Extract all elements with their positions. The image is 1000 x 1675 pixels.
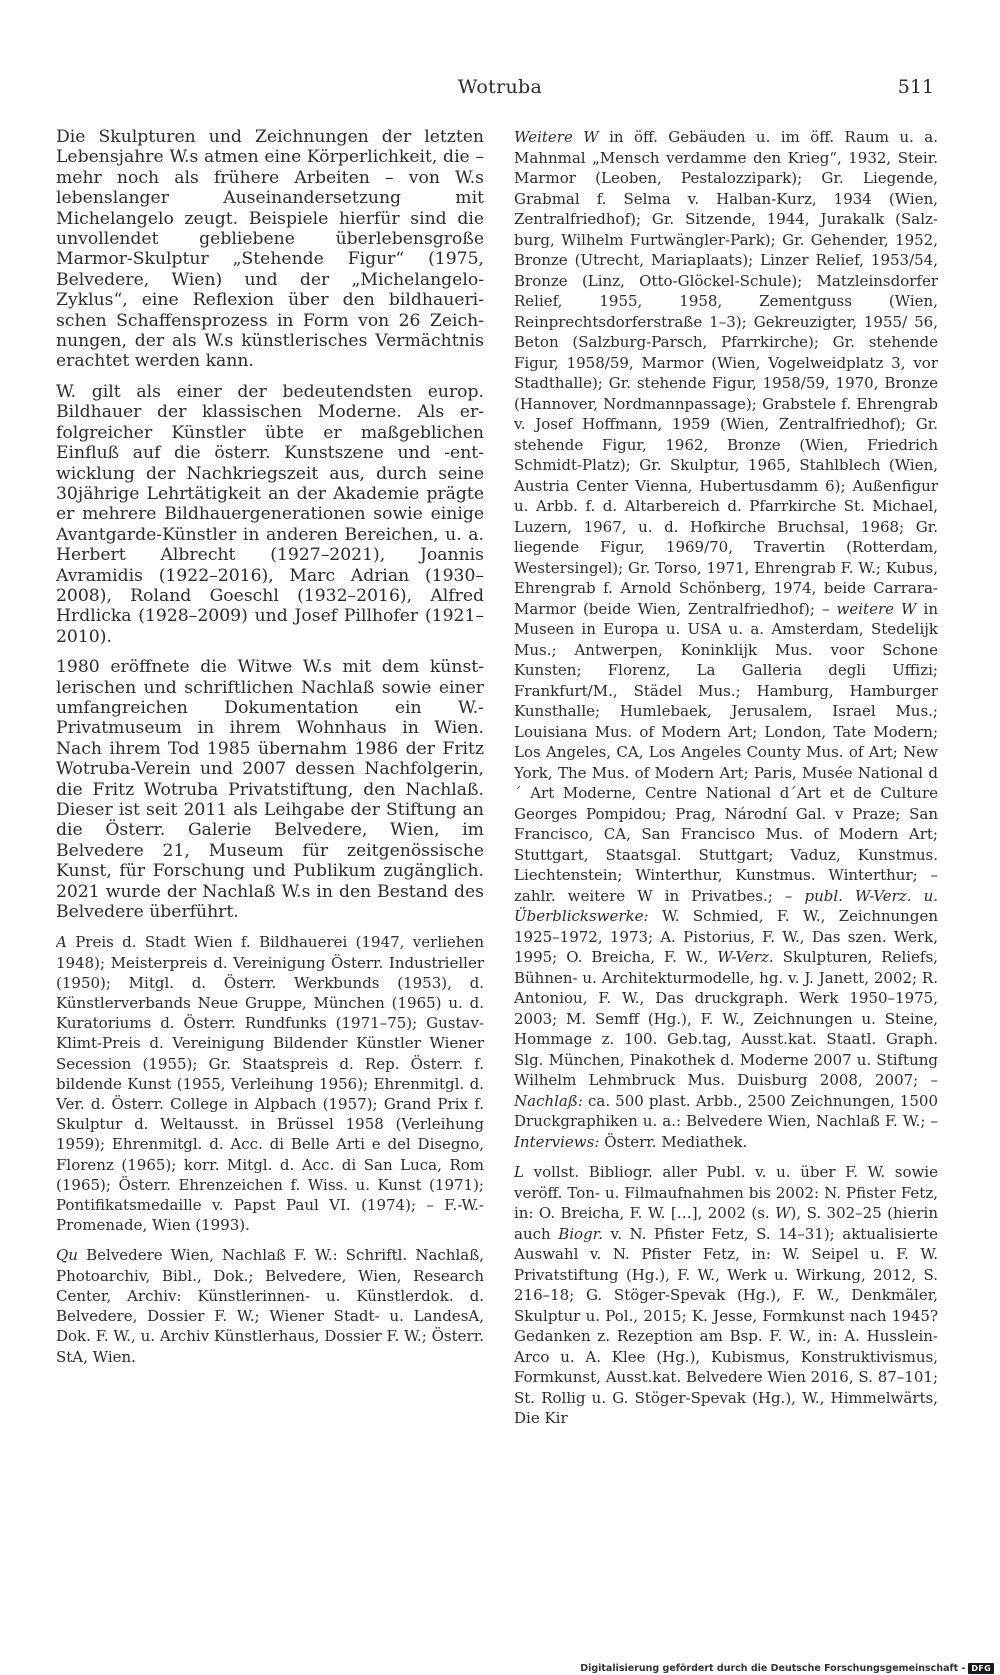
footer-text: Digitalisierung gefördert durch die Deutsche Forschungsgemeinschaft - (580, 1663, 966, 1674)
museums-text: in Museen in Europa u. USA u. a. Amsterdam, Stedelijk Mus.; Antwerpen, Koninklijk Mus. voor Schone Kunsten; Florenz, La Galleria degli Uffizi; Frankfurt/M., Städel Mus.; Hamburg, Hamburger Kunsthalle; Humlebaek, Jerusalem, Israel Mus.; Louisiana Mus. of Modern Art; London, Tate Modern; Los Angeles, CA, Los Angeles County Mus. of Art; New York, The Mus. of Modern Art; Paris, Musée National d´ Art Moderne, Centre National d´Art et de Culture Georges Pompidou; Prag, Národní Gal. v Praze; San Francisco, CA, San Francisco Mus. of Modern Art; Stuttgart, Staatsgal. Stuttgart; Vaduz, Kunstmus. Liechtenstein; Winterthur, Kunstmus. Winterthur; – zahlr. weitere W in Privatbes.; – (514, 599, 938, 905)
interviews-text: Österr. Mediathek. (604, 1132, 748, 1151)
sources-label: Qu (56, 1246, 78, 1265)
digitization-footer (580, 1662, 994, 1675)
lit-text-2: ), S. 302–25 (hierin auch (514, 1204, 938, 1243)
page-number: 511 (897, 76, 934, 98)
interviews-label: Interviews: (514, 1132, 600, 1151)
lit-biogr: Biogr. (558, 1224, 603, 1243)
awards-label: A (56, 933, 67, 952)
works-text: in öff. Gebäuden u. im öff. Raum u. a. Mahnmal „Mensch verdamme den Krieg“, 1932, Steir. Marmor (Leoben, Pestalozzipark); Gr. Liegende, Grabmal f. Selma v. Halban-Kurz, 1934 (Wien, Zentralfriedhof); Gr. Sitzende, 1944, Jurakalk (Salzburg, Wilhelm Furtwängler-Park); Gr. Gehender, 1952, Bronze (Utrecht, Mariaplaats); Linzer Relief, 1953/54, Bronze (Linz, Otto-Glöckel-Schule); Matzleinsdorfer Relief, 1955, 1958, Zementguss (Wien, Reinprechtsdorferstraße 1–3); Gekreuzigter, 1955/ 56, Beton (Salzburg-Parsch, Pfarrkirche); Gr. stehende Figur, 1958/59, Marmor (Wien, Vogelweidplatz 3, vor Stadthalle); Gr. stehende Figur, 1958/59, 1970, Bronze (Hannover, Nordmannpassage); Grabstele f. Ehrengrab v. Josef Hoffmann, 1959 (Wien, Zentralfriedhof); Gr. stehende Figur, 1962, Bronze (Wien, Friedrich Schmidt-Platz); Gr. Skulptur, 1965, Stahlblech (Wien, Austria Center Vienna, Hubertusdamm 6); Außenfigur u. Arbb. f. d. Altarbereich d. Pfarrkirche St. Michael, Luzern, 1967, u. d. Hofkirche Bruchsal, 1968; Gr. liegende Figur, 1969/70, Travertin (Rotterdam, Westersingel); Gr. Torso, 1971, Ehrengrab F. W.; Kubus, Ehrengrab f. Arnold Schönberg, 1974, beide Carrara-Marmor (beide Wien, Zentralfriedhof); – (514, 128, 938, 618)
sources-section (56, 1245, 484, 1366)
works-label: Weitere W (514, 128, 599, 146)
publ-label: publ. W-Verz. u. Überblickswerke: (514, 886, 938, 925)
lit-text: vollst. Bibliogr. aller Publ. v. u. über F. W. sowie veröff. Ton- u. Filmaufnahmen bis 2002: N. Pfister Fetz, in: O. Breicha, F. W. […], 2002 (s. (514, 1163, 938, 1222)
lit-w: W (775, 1204, 791, 1222)
sources-text: Belvedere Wien, Nachlaß F. W.: Schriftl. Nachlaß, Photoarchiv, Bibl., Dok.; Belvedere, Wien, Research Center, Archiv: Künstlerinnen- u. Künstlerdok. d. Belvedere, Dossier F. W.; Wiener Stadt- u. LandesA, Dok. F. W., u. Archiv Künstlerhaus, Dossier F. W.; Österr. StA, Wien. (56, 1246, 484, 1366)
nachlass-label: Nachlaß: (514, 1091, 583, 1110)
lit-label: L (514, 1163, 524, 1181)
publ-italic: W-Verz. (717, 948, 774, 966)
paragraph-estate: 1980 eröffnete die Witwe W.s mit dem künstlerischen und schriftlichen Nachlaß sowie einer umfangreichen Dokumentation ein W.-Privatmuseum in ihrem Wohnhaus in Wien. Nach ihrem Tod 1985 übernahm 1986 der Fritz Wotruba-Verein und 2007 dessen Nachfolgerin, die Fritz Wotruba Privatstiftung, den Nachlaß. Dieser ist seit 2011 als Leihgabe der Stiftung an die Österr. Galerie Belvedere, Wien, im Belvedere 21, Museum für zeitgenössische Kunst, für Forschung und Publikum zugänglich. 2021 wurde der Nachlaß W.s in den Bestand des Belvedere überführt. (56, 657, 484, 923)
paragraph-late-works: Die Skulpturen und Zeichnungen der letzten Lebensjahre W.s atmen eine Körperlichkeit, die – mehr noch als frühere Arbeiten – von W.s lebenslanger Auseinandersetzung mit Michelangelo zeugt. Beispiele hierfür sind die unvollendet gebliebene überlebensgroße Marmor-Skulptur „Stehende Figur“ (1975, Belvedere, Wien) und der „Michelangelo-Zyklus“, eine Reflexion über den bildhauerischen Schaffensprozess in Form von 26 Zeichnungen, der als W.s künstlerisches Vermächtnis erachtet werden kann. (56, 127, 484, 372)
running-head: Wotruba (457, 76, 543, 98)
left-column (56, 127, 484, 1377)
literature-section (514, 1162, 938, 1429)
lit-text-3: v. N. Pfister Fetz, S. 14–31); aktualisierte Auswahl v. N. Pfister Fetz, in: W. Seipel u. F. W. Privatstiftung (Hg.), F. W., Werk u. Wirkung, 2012, S. 216–18; G. Stöger-Spevak (Hg.), F. W., Denkmäler, Skulptur u. Pol., 2015; K. Jesse, Formkunst nach 1945? Gedanken z. Rezeption am Bsp. F. W., in: A. Husslein-Arco u. A. Klee (Hg.), Kubismus, Konstruktivismus, Formkunst, Ausst.kat. Belvedere Wien 2016, S. 87–101; St. Rollig u. G. Stöger-Spevak (Hg.), W., Himmelwärts, Die Kir (514, 1224, 938, 1427)
awards-text: Preis d. Stadt Wien f. Bildhauerei (1947, verliehen 1948); Meisterpreis d. Vereinigung Österr. Industrieller (1950); Mitgl. d. Österr. Werkbunds (1953), d. Künstlerverbands Neue Gruppe, München (1965) u. d. Kuratoriums d. Österr. Rundfunks (1971–75); Gustav-Klimt-Preis d. Vereinigung Bildender Künstler Wiener Secession (1955); Gr. Staatspreis d. Rep. Österr. f. bildende Kunst (1955, Verleihung 1956); Ehrenmitgl. d. Ver. d. Österr. College in Alpbach (1957); Grand Prix f. Skulptur d. Weltausst. in Brüssel 1958 (Verleihung 1959); Ehrenmitgl. d. Acc. di Belle Arti e del Disegno, Florenz (1965); korr. Mitgl. d. Acc. di San Luca, Rom (1965); Österr. Ehrenzeichen f. Wiss. u. Kunst (1971); Pontifikatsmedaille v. Papst Paul VI. (1974); – F.-W.-Promenade, Wien (1993). (56, 933, 484, 1235)
works-section (514, 127, 938, 1152)
nachlass-text: ca. 500 plast. Arbb., 2500 Zeichnungen, 1500 Druckgraphiken u. a.: Belvedere Wien, Nachlaß F. W.; – (514, 1091, 938, 1130)
publ-text: W. Schmied, F. W., Zeichnungen 1925–1972, 1973; A. Pistorius, F. W., Das szen. Werk, 1995; O. Breicha, F. W., (514, 907, 938, 966)
paragraph-significance: W. gilt als einer der bedeutendsten europ. Bildhauer der klassischen Moderne. Als erfolgreicher Künstler übte er maßgeblichen Einfluß auf die österr. Kunstszene und -entwicklung der Nachkriegszeit aus, durch seine 30jährige Lehrtätigkeit an der Akademie prägte er mehrere Bildhauergenerationen sowie einige Avantgarde-Künstler in anderen Bereichen, u. a. Herbert Albrecht (1927–2021), Joannis Avramidis (1922–2016), Marc Adrian (1930–2008), Roland Goeschl (1932–2016), Alfred Hrdlicka (1928–2009) und Josef Pillhofer (1921–2010). (56, 381, 484, 647)
museums-label: weitere W (836, 599, 917, 618)
publ-text-2: Skulpturen, Reliefs, Bühnen- u. Architekturmodelle, hg. v. J. Janett, 2002; R. Antoniou, F. W., Das druckgraph. Werk 1950–1975, 2003; M. Semff (Hg.), F. W., Zeichnungen u. Steine, Hommage z. 100. Geb.tag, Ausst.kat. Staatl. Graph. Slg. München, Pinakothek d. Moderne 2007 u. Stiftung Wilhelm Lehmbruck Mus. Duisburg 2008, 2007; – (514, 948, 938, 1089)
page-header (0, 76, 1000, 102)
awards-section (56, 932, 484, 1235)
right-column (514, 127, 938, 1439)
dfg-logo-icon: DFG (968, 1663, 994, 1674)
